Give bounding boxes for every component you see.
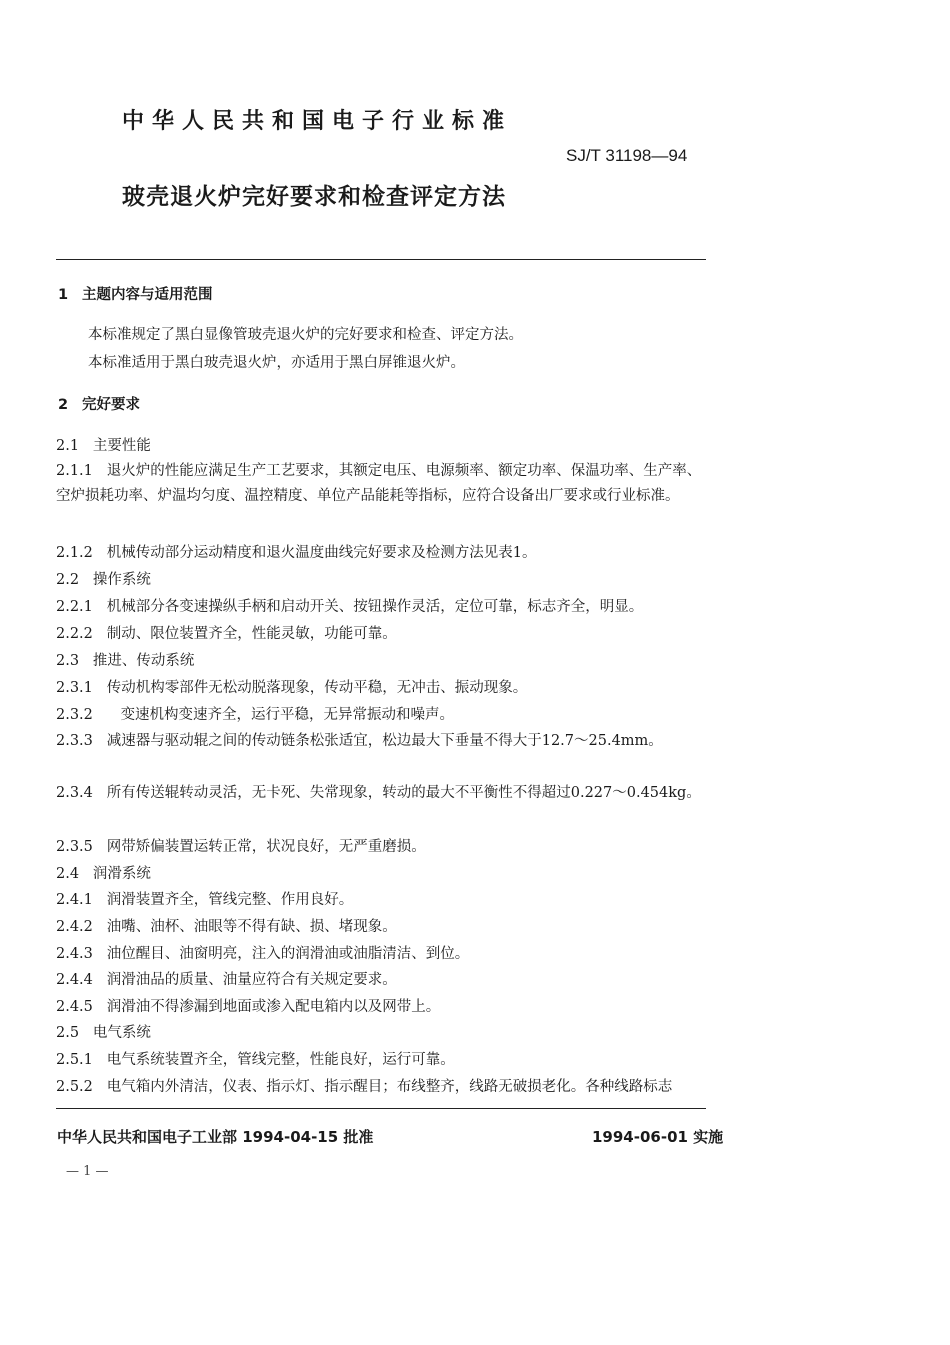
clause-text: 润滑油不得渗漏到地面或渗入配电箱内以及网带上。 — [106, 999, 441, 1015]
section-title: 主题内容与适用范围 — [82, 287, 213, 303]
clause-number: 2.2 — [56, 572, 80, 588]
section-title: 完好要求 — [82, 397, 140, 413]
clause-text: 推进、传动系统 — [92, 653, 195, 669]
clause-text: 润滑装置齐全，管线完整、作用良好。 — [106, 892, 354, 908]
clause-text: 润滑油品的质量、油量应符合有关规定要求。 — [106, 972, 397, 988]
clause-2-3-3 — [56, 727, 706, 755]
clause-2-4-5 — [56, 995, 440, 1016]
clause-text: 电气系统装置齐全，管线完整，性能良好，运行可靠。 — [106, 1052, 455, 1068]
clause-text: 减速器与驱动辊之间的传动链条松张适宜，松边最大下垂量不得大于12.7～25.4mm。 — [106, 733, 663, 749]
clause-number: 2.4.2 — [56, 919, 93, 935]
clause-number: 2.4 — [56, 866, 80, 882]
clause-number: 2.3.4 — [56, 785, 93, 801]
clause-2-3-5 — [56, 835, 426, 856]
clause-number: 2.4.5 — [56, 999, 93, 1015]
clause-text: 电气箱内外清洁，仪表、指示灯、指示醒目；布线整齐，线路无破损老化。各种线路标志 — [106, 1079, 673, 1095]
clause-2-1 — [56, 434, 151, 455]
clause-text: 操作系统 — [92, 572, 151, 588]
clause-number: 2.4.3 — [56, 946, 93, 962]
clause-text: 传动机构零部件无松动脱落现象，传动平稳，无冲击、振动现象。 — [106, 680, 528, 696]
clause-2-1-2 — [56, 541, 536, 562]
clause-text: 油位醒目、油窗明亮，注入的润滑油或油脂清洁、到位。 — [106, 946, 470, 962]
clause-2-3 — [56, 649, 194, 670]
clause-text: 电气系统 — [92, 1025, 151, 1041]
clause-2-5 — [56, 1021, 151, 1042]
clause-text: 变速机构变速齐全，运行平稳，无异常振动和噪声。 — [120, 707, 455, 723]
clause-2-4 — [56, 862, 151, 883]
page-number: — 1 — — [66, 1164, 109, 1179]
clause-number: 2.2.1 — [56, 599, 93, 615]
section-2-heading — [58, 393, 140, 414]
clause-2-5-2 — [56, 1075, 672, 1096]
clause-2-3-4 — [56, 779, 706, 807]
clause-number: 2.3.2 — [56, 707, 93, 723]
header-divider — [56, 259, 706, 260]
clause-number: 2.3 — [56, 653, 80, 669]
clause-number: 2.1 — [56, 438, 80, 454]
footer-divider — [56, 1108, 706, 1109]
clause-number: 2.3.3 — [56, 733, 93, 749]
clause-text: 主要性能 — [92, 438, 151, 454]
document-title: 玻壳退火炉完好要求和检查评定方法 — [122, 184, 506, 210]
paragraph: 本标准规定了黑白显像管玻壳退火炉的完好要求和检查、评定方法。 — [88, 327, 523, 343]
section-number: 2 — [58, 397, 69, 413]
clause-number: 2.3.5 — [56, 839, 93, 855]
issuing-organization: 中华人民共和国电子行业标准 — [122, 109, 513, 134]
clause-number: 2.4.4 — [56, 972, 93, 988]
clause-number: 2.1.1 — [56, 463, 93, 479]
section-number: 1 — [58, 287, 69, 303]
standard-code: SJ/T 31198—94 — [566, 146, 688, 165]
section-1-heading — [58, 283, 213, 304]
clause-2-5-1 — [56, 1048, 455, 1069]
clause-text: 机械传动部分运动精度和退火温度曲线完好要求及检测方法见表1。 — [106, 545, 537, 561]
clause-text: 所有传送辊转动灵活，无卡死、失常现象，转动的最大不平衡性不得超过0.227～0.454kg。 — [106, 785, 701, 801]
clause-text: 网带矫偏装置运转正常，状况良好，无严重磨损。 — [106, 839, 426, 855]
clause-2-3-2 — [56, 703, 454, 724]
clause-2-3-1 — [56, 676, 527, 697]
clause-number: 2.4.1 — [56, 892, 93, 908]
clause-2-4-1 — [56, 888, 353, 909]
paragraph: 本标准适用于黑白玻壳退火炉，亦适用于黑白屏锥退火炉。 — [88, 355, 465, 371]
clause-text: 制动、限位装置齐全，性能灵敏，功能可靠。 — [106, 626, 397, 642]
approval-line: 中华人民共和国电子工业部 1994-04-15 批准 — [57, 1128, 374, 1146]
clause-text: 机械部分各变速操纵手柄和启动开关、按钮操作灵活，定位可靠，标志齐全，明显。 — [106, 599, 644, 615]
clause-2-2-2 — [56, 622, 397, 643]
clause-number: 2.3.1 — [56, 680, 93, 696]
clause-text: 润滑系统 — [92, 866, 151, 882]
clause-2-2-1 — [56, 595, 643, 616]
clause-2-4-3 — [56, 942, 469, 963]
clause-text: 退火炉的性能应满足生产工艺要求，其额定电压、电源频率、额定功率、保温功率、生产率、空炉损耗功率、炉温均匀度、温控精度、单位产品能耗等指标，应符合设备出厂要求或行业标准。 — [56, 463, 702, 504]
clause-number: 2.5 — [56, 1025, 80, 1041]
clause-number: 2.2.2 — [56, 626, 93, 642]
clause-2-4-4 — [56, 968, 397, 989]
clause-2-4-2 — [56, 915, 397, 936]
clause-text: 油嘴、油杯、油眼等不得有缺、损、堵现象。 — [106, 919, 397, 935]
clause-number: 2.1.2 — [56, 545, 93, 561]
clause-number: 2.5.2 — [56, 1079, 93, 1095]
clause-2-2 — [56, 568, 151, 589]
clause-number: 2.5.1 — [56, 1052, 93, 1068]
clause-2-1-1 — [56, 459, 706, 509]
effective-date: 1994-06-01 实施 — [592, 1128, 724, 1146]
